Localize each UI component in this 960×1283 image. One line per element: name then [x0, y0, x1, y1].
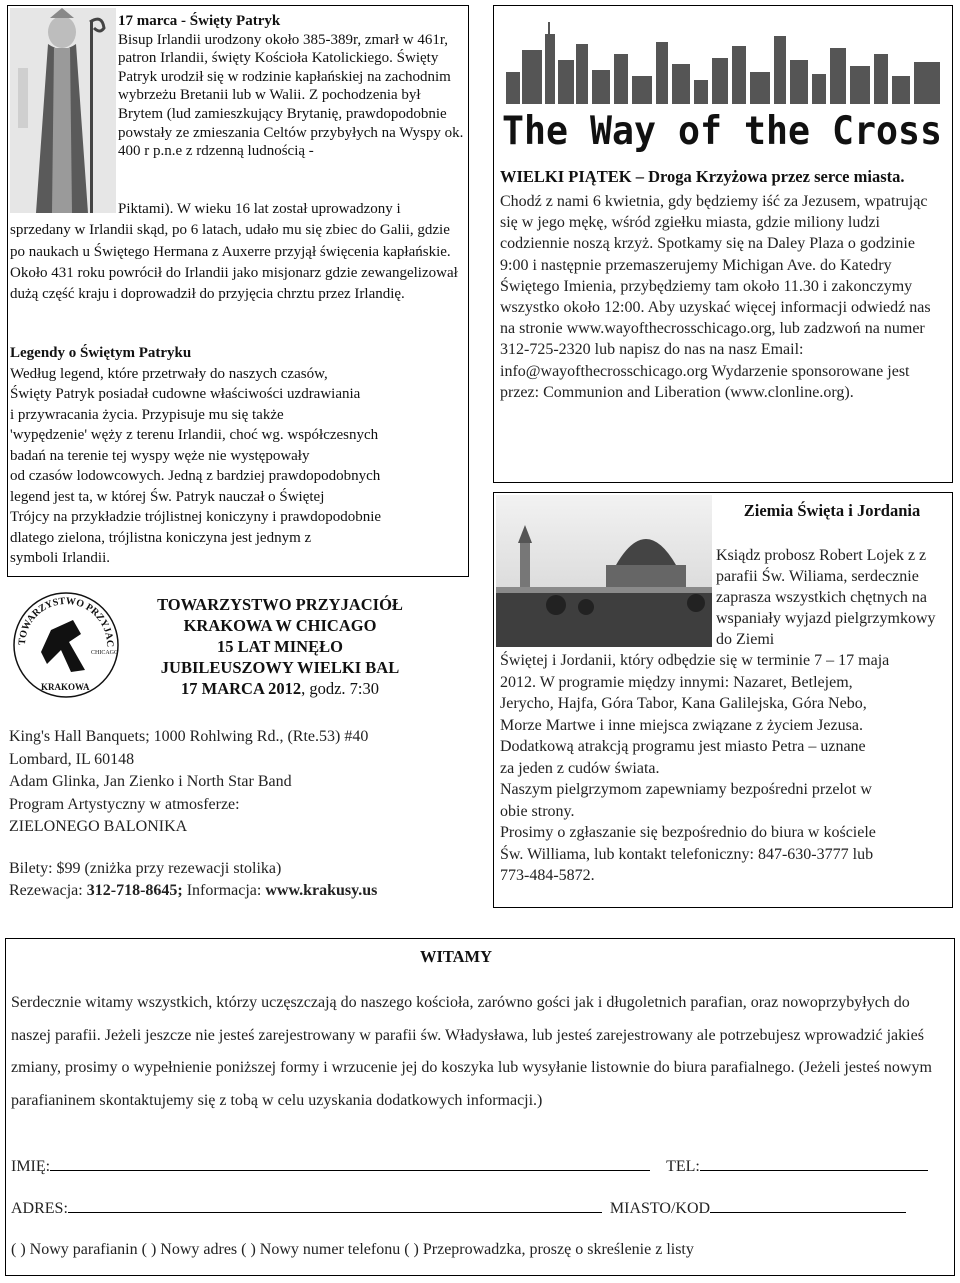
welcome-form-section — [5, 938, 955, 1276]
legend-line: od czasów lodowcowych. Jedną z bardziej prawdopodobnych — [10, 468, 381, 484]
krakow-society-heading — [125, 594, 435, 699]
legend-line: legend jest ta, w której Św. Patryk nauczał o Świętej — [10, 488, 325, 505]
name-field[interactable] — [50, 1157, 650, 1171]
holy-line: Morze Martwe i inne miejsca związane z życiem Jezusa. — [500, 716, 863, 734]
reservation-line — [9, 880, 461, 902]
holy-line: Jerycho, Hajfa, Góra Tabor, Kana Galilejska, Góra Nebo, — [500, 695, 867, 712]
society-head-line: JUBILEUSZOWY WIELKI BAL — [160, 658, 400, 677]
venue-line: King's Hall Banquets; 1000 Rohlwing Rd., (Rte.53) #40 — [9, 728, 369, 745]
holy-line: Św. Williama, lub kontakt telefoniczny: 847-630-3777 lub — [500, 845, 874, 863]
ball-tickets — [9, 858, 461, 902]
svg-text:CHICAGO: CHICAGO — [91, 650, 119, 656]
name-phone-row — [11, 1157, 928, 1176]
ball-venue — [9, 726, 461, 839]
address-field[interactable] — [68, 1199, 602, 1213]
legend-line: badań na terenie tej wyspy węże nie występowały — [10, 447, 310, 464]
welcome-text: Serdecznie witamy wszystkich, którzy uczęszczają do naszego kościoła, zarówno gości jak i długoletnich parafian, oraz nowoprzybyłych do naszej parafii. Jeżeli jeszcze nie jesteś zarejestrowany w parafii św. Władysława, lub jesteś zarejestrowany ale potrzebujesz wprowadzić jakieś zmiany, prosimy o wypełnienie poniższej formy i wrzucenie jej do koszyka lub wysyłanie listownie do biura parafialnego. (Jeżeli jesteś nowym parafianinem skontaktujemy się z tobą w celu uzyskania dodatkowych informacji.) — [11, 994, 932, 1110]
legends-title: Legendy o Świętym Patryku — [10, 345, 192, 361]
holy-land-details — [500, 650, 948, 887]
legend-line: Święty Patryk posiadał cudowne właściwości uzdrawiania — [10, 386, 361, 402]
st-patrick-image — [10, 8, 116, 213]
info-label: Informacja: — [182, 882, 266, 899]
holy-line: Świętej i Jordanii, który odbędzie się w terminie 7 – 17 maja — [500, 652, 890, 669]
holy-land-section — [493, 492, 953, 908]
st-patrick-body — [10, 199, 464, 305]
society-head-line: KRAKOWA W CHICAGO — [183, 616, 377, 635]
jerusalem-photo — [496, 495, 712, 647]
good-friday-text: Chodź z nami 6 kwietnia, gdy będziemy iść za Jezusem, wpatrując się w jego mękę, wśród zgiełku miasta, gdzie miliony ludzi codziennie noszą krzyż. Spotkamy się na Daley Plaza o godzinie 9:00 i następnie przemaszerujemy Michigan Ave. do Katedry Świętego Imienia, przybędziemy tam około 11.30 i zakonczymy wszystko około 12:00. Aby uzyskać więcej informacji odwiedź nas na stronie www.wayofthecrosschicago.org, lub zadzwoń na numer 312-725-2320 lub napisz do nas na nasz Email: info@wayofthecrosschicago.org Wydarzenie sponsorowane jest przez: Communion and Liberation (www.clonline.org). — [500, 193, 931, 401]
legend-line: Według legend, które przetrwały do naszych czasów, — [10, 365, 328, 382]
holy-land-title: Ziemia Święta i Jordania — [743, 501, 921, 520]
holy-line: za jeden z cudów świata. — [500, 759, 660, 777]
holy-land-intro: Ksiądz probosz Robert Lojek z z parafii Św. Wiliama, serdecznie zaprasza wszystkich chętnych na wspaniały wyjazd pielgrzymkowy do Ziemi — [716, 547, 936, 648]
good-friday-title: WIELKI PIĄTEK – Droga Krzyżowa przez serce miasta. — [500, 167, 905, 186]
name-label: IMIĘ: — [11, 1158, 51, 1175]
st-patrick-intro — [118, 12, 464, 161]
holy-line: Dodatkową atrakcją programu jest miasto Petra – uznane — [500, 738, 866, 755]
ticket-price: Bilety: $99 (zniżka przy rezewacji stolika) — [9, 860, 282, 877]
venue-line: Adam Glinka, Jan Zienko i North Star Band — [9, 773, 292, 790]
st-patrick-legends — [10, 343, 464, 569]
krakow-society-section — [7, 588, 469, 908]
city-label: MIASTO/KOD — [609, 1200, 711, 1217]
venue-line: ZIELONEGO BALONIKA — [9, 818, 188, 835]
city-zip-field[interactable] — [710, 1199, 906, 1213]
holy-line: obie strony. — [500, 802, 575, 820]
society-head-line: 15 LAT MINĘŁO — [217, 637, 343, 656]
holy-line: 773-484-5872. — [500, 867, 595, 884]
welcome-title: WITAMY — [419, 947, 493, 966]
phone-label: TEL: — [666, 1158, 700, 1175]
address-label: ADRES: — [11, 1200, 68, 1217]
banner-title: The Way of the Cross — [502, 109, 942, 154]
ball-time: , godz. 7:30 — [301, 679, 379, 698]
svg-text:TOWARZYSTWO PRZYJACIÓŁ: TOWARZYSTWO PRZYJAC — [16, 595, 116, 648]
legend-line: i przywracania życia. Przypisuje mu się także — [10, 406, 284, 423]
st-patrick-indent-line: Piktami). W wieku 16 lat został uprowadzony i — [118, 201, 401, 217]
reservation-phone: 312-718-8645; — [86, 882, 183, 899]
phone-field[interactable] — [700, 1157, 928, 1171]
way-of-cross-banner — [498, 14, 948, 164]
st-patrick-section — [7, 5, 469, 577]
venue-line: Lombard, IL 60148 — [9, 750, 135, 768]
way-of-cross-section — [493, 5, 953, 483]
society-head-line: TOWARZYSTWO PRZYJACIÓŁ — [157, 595, 403, 614]
form-options[interactable]: ( ) Nowy parafianin ( ) Nowy adres ( ) Nowy numer telefonu ( ) Przeprowadzka, proszę o skreślenie z listy — [11, 1241, 694, 1258]
svg-text:KRAKOWA: KRAKOWA — [41, 682, 90, 692]
legend-line: Trójcy na przykładzie trójlistnej koniczyny i prawdopodobnie — [10, 509, 382, 525]
krakow-society-logo — [11, 590, 121, 700]
venue-line: Program Artystyczny w atmosferze: — [9, 795, 240, 813]
ball-date: 17 MARCA 2012 — [181, 679, 302, 698]
reservation-label: Rezewacja: — [9, 882, 87, 899]
info-url[interactable]: www.krakusy.us — [265, 882, 378, 899]
holy-line: Naszym pielgrzymom zapewniamy bezpośredni przelot w — [500, 781, 872, 798]
address-city-row — [11, 1199, 906, 1218]
st-patrick-intro-text: Bisup Irlandii urodzony około 385-389r, zmarł w 461r, patron Irlandii, święty Kościoła Katolickiego. Święty Patryk urodził się w rodzinie kapłańskiej na zachodnim wybrzeżu Bretanii lub w Walii. Z pochodzenia był Brytem (lud zamieszkujący Brytanię, prawdopodobnie powstały ze zmieszania Celtów przybyłych na Wyspy ok. 400 r p.n.e z rdzenną ludnością - — [118, 31, 464, 160]
holy-line: Prosimy o zgłaszanie się bezpośrednio do biura w kościele — [500, 824, 876, 841]
st-patrick-body-text: sprzedany w Irlandii skąd, po 6 latach, udało mu się zbiec do Galii, gdzie po naukach u Świętego Hermana z Auxerre przyjął święcenia kapłańskie. Około 431 roku powrócił do Irlandii jako misjonarz gdzie zewangelizował dużą część kraju i doprowadził do przyjęcia chrztu przez Irlandię. — [10, 222, 458, 303]
legend-line: symboli Irlandii. — [10, 550, 110, 566]
holy-line: 2012. W programie między innymi: Nazaret, Betlejem, — [500, 673, 853, 691]
st-patrick-heading: 17 marca - Święty Patryk — [118, 13, 281, 29]
legend-line: dlatego zielona, trójlistna koniczyna jest jednym z — [10, 529, 312, 546]
legend-line: 'wypędzenie' węży z terenu Irlandii, choć wg. współczesnych — [10, 427, 379, 443]
